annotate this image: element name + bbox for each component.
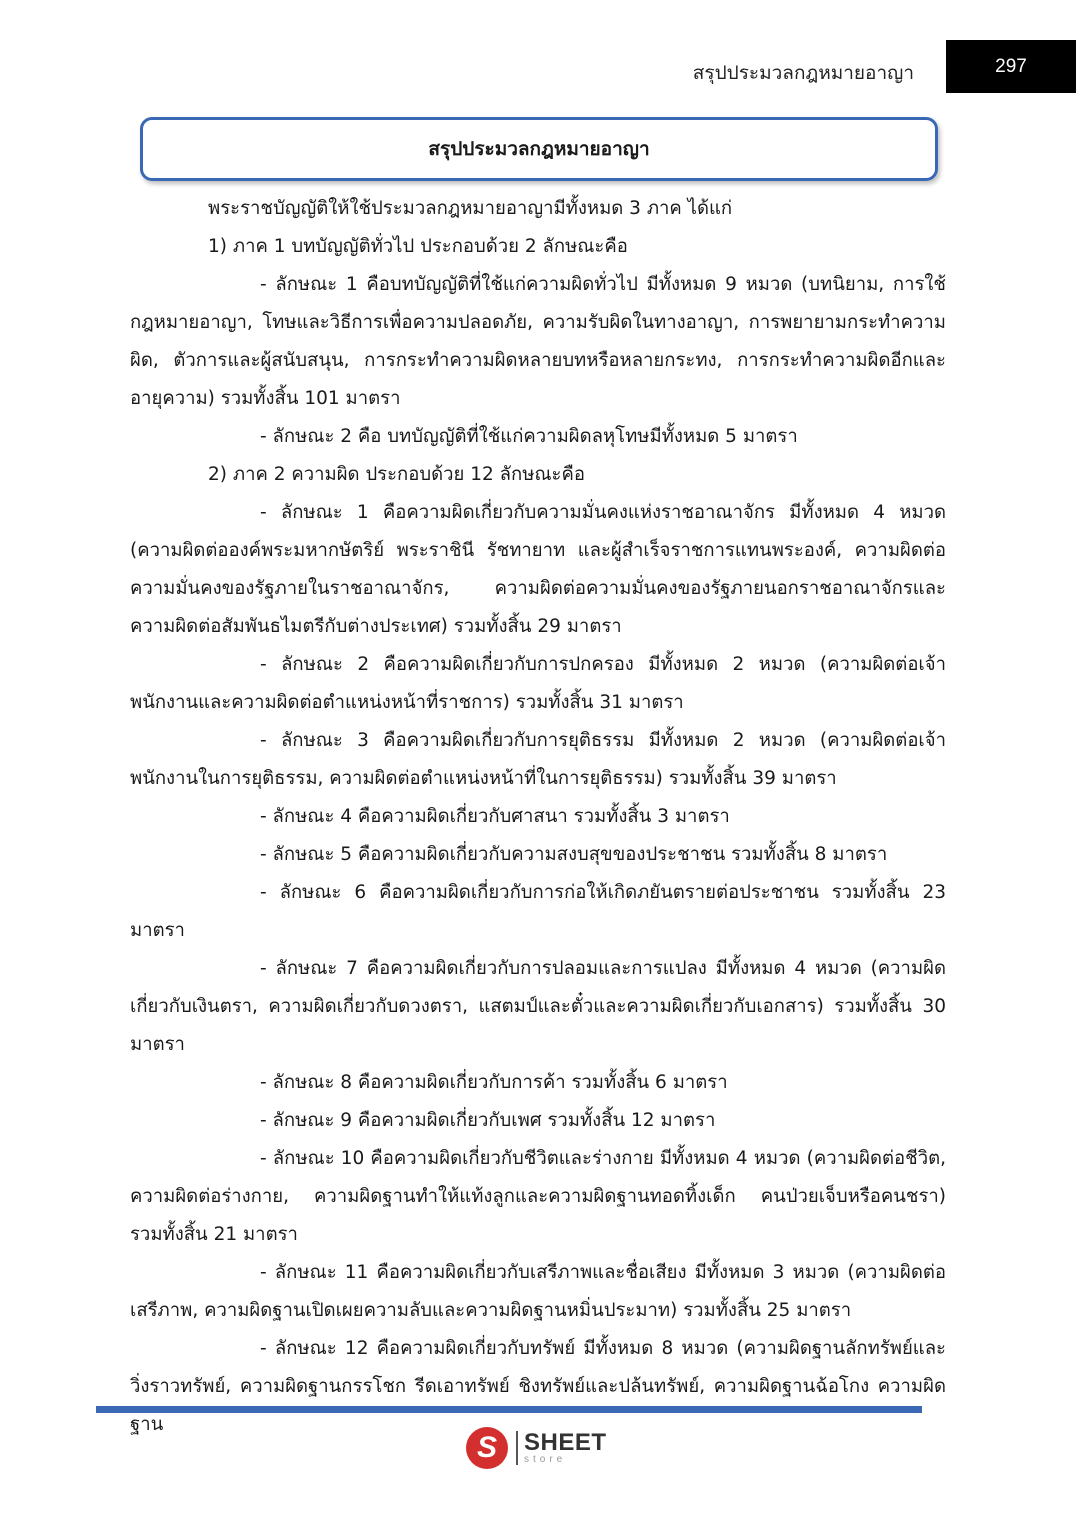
section-title: สรุปประมวลกฎหมายอาญา [428, 138, 650, 160]
logo-text [524, 1431, 607, 1465]
page-number: 297 [946, 40, 1076, 93]
running-header-title: สรุปประมวลกฎหมายอาญา [692, 62, 914, 84]
paragraph: - ลักษณะ 5 คือความผิดเกี่ยวกับความสงบสุขของประชาชน รวมทั้งสิ้น 8 มาตรา [260, 844, 888, 865]
paragraph: - ลักษณะ 7 คือความผิดเกี่ยวกับการปลอมและการแปลง มีทั้งหมด 4 หมวด (ความผิดเกี่ยวกับเงินตรา, ความผิดเกี่ยวกับดวงตรา, แสตมป์และตั๋วและความผิดเกี่ยวกับเอกสาร) รวมทั้งสิ้น 30 มาตรา [130, 958, 946, 1055]
paragraph: - ลักษณะ 2 คือ บทบัญญัติที่ใช้แก่ความผิดลหุโทษมีทั้งหมด 5 มาตรา [260, 426, 798, 447]
logo-sub: store [524, 1454, 567, 1465]
paragraph: 2) ภาค 2 ความผิด ประกอบด้วย 12 ลักษณะคือ [208, 464, 585, 485]
paragraph: - ลักษณะ 1 คือความผิดเกี่ยวกับความมั่นคงแห่งราชอาณาจักร มีทั้งหมด 4 หมวด (ความผิดต่อองค์พระมหากษัตริย์ พระราชินี รัชทายาท และผู้สำเร็จราชการแทนพระองค์, ความผิดต่อความมั่นคงของรัฐภายในราชอาณาจักร, ความผิดต่อความมั่นคงของรัฐภายนอกราชอาณาจักรและความผิดต่อสัมพันธไมตรีกับต่างประเทศ) รวมทั้งสิ้น 29 มาตรา [130, 502, 946, 637]
paragraph: - ลักษณะ 6 คือความผิดเกี่ยวกับการก่อให้เกิดภยันตรายต่อประชาชน รวมทั้งสิ้น 23 มาตรา [130, 882, 946, 941]
logo-s-icon: S [466, 1427, 508, 1469]
sheet-store-logo [466, 1426, 607, 1470]
paragraph: - ลักษณะ 1 คือบทบัญญัติที่ใช้แก่ความผิดทั่วไป มีทั้งหมด 9 หมวด (บทนิยาม, การใช้กฎหมายอาญา, โทษและวิธีการเพื่อความปลอดภัย, ความรับผิดในทางอาญา, การพยายามกระทำความผิด, ตัวการและผู้สนับสนุน, การกระทำความผิดหลายบทหรือหลายกระทง, การกระทำความผิดอีกและอายุความ) รวมทั้งสิ้น 101 มาตรา [130, 274, 946, 409]
logo-separator [516, 1431, 518, 1465]
paragraph: 1) ภาค 1 บทบัญญัติทั่วไป ประกอบด้วย 2 ลักษณะคือ [208, 236, 628, 257]
paragraph: - ลักษณะ 10 คือความผิดเกี่ยวกับชีวิตและร่างกาย มีทั้งหมด 4 หมวด (ความผิดต่อชีวิต, ความผิดต่อร่างกาย, ความผิดฐานทำให้แท้งลูกและความผิดฐานทอดทิ้งเด็ก คนป่วยเจ็บหรือคนชรา) รวมทั้งสิ้น 21 มาตรา [130, 1148, 946, 1245]
footer-divider [96, 1406, 922, 1413]
paragraph: - ลักษณะ 9 คือความผิดเกี่ยวกับเพศ รวมทั้งสิ้น 12 มาตรา [260, 1110, 716, 1131]
section-title-box [140, 117, 938, 181]
paragraph: - ลักษณะ 3 คือความผิดเกี่ยวกับการยุติธรรม มีทั้งหมด 2 หมวด (ความผิดต่อเจ้าพนักงานในการยุติธรรม, ความผิดต่อตำแหน่งหน้าที่ในการยุติธรรม) รวมทั้งสิ้น 39 มาตรา [130, 730, 946, 789]
paragraph: - ลักษณะ 11 คือความผิดเกี่ยวกับเสรีภาพและชื่อเสียง มีทั้งหมด 3 หมวด (ความผิดต่อเสรีภาพ, ความผิดฐานเปิดเผยความลับและความผิดฐานหมิ่นประมาท) รวมทั้งสิ้น 25 มาตรา [130, 1262, 946, 1321]
paragraph: - ลักษณะ 8 คือความผิดเกี่ยวกับการค้า รวมทั้งสิ้น 6 มาตรา [260, 1072, 728, 1093]
paragraph: - ลักษณะ 4 คือความผิดเกี่ยวกับศาสนา รวมทั้งสิ้น 3 มาตรา [260, 806, 730, 827]
paragraph: - ลักษณะ 12 คือความผิดเกี่ยวกับทรัพย์ มีทั้งหมด 8 หมวด (ความผิดฐานลักทรัพย์และวิ่งราวทรัพย์, ความผิดฐานกรรโชก รีดเอาทรัพย์ ชิงทรัพย์และปล้นทรัพย์, ความผิดฐานฉ้อโกง ความผิดฐาน [130, 1338, 946, 1435]
logo-word: SHEET [524, 1429, 607, 1456]
body-text [130, 190, 946, 1444]
paragraph: พระราชบัญญัติให้ใช้ประมวลกฎหมายอาญามีทั้งหมด 3 ภาค ได้แก่ [208, 198, 733, 219]
paragraph: - ลักษณะ 2 คือความผิดเกี่ยวกับการปกครอง มีทั้งหมด 2 หมวด (ความผิดต่อเจ้าพนักงานและความผิดต่อตำแหน่งหน้าที่ราชการ) รวมทั้งสิ้น 31 มาตรา [130, 654, 946, 713]
